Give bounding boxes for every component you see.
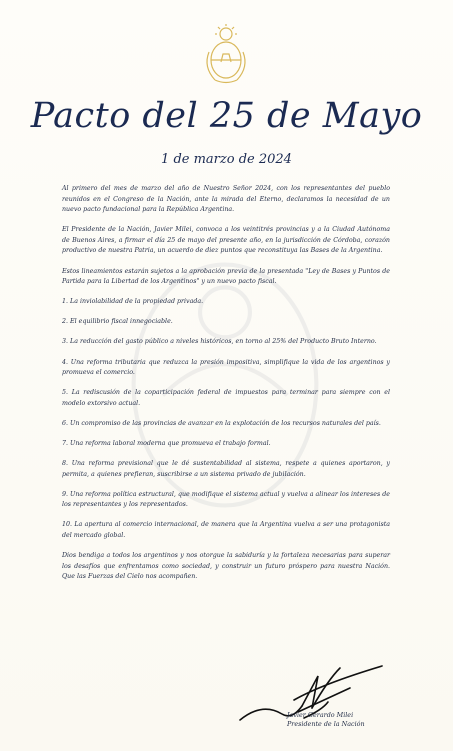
paragraph-closing: Dios bendiga a todos los argentinos y nos otorgue la sabiduría y la fortaleza necesarias para superar los desafíos que enfrentamos como sociedad, y construir un futuro próspero para nuestra Nación. Que las Fuerzas del Cielo nos acompañen.	[62, 552, 390, 581]
point-10: 10. La apertura al comercio internacional, de manera que la Argentina vuelva a ser una protagonista del mercado global.	[62, 521, 390, 540]
point-1: 1. La inviolabilidad de la propiedad privada.	[62, 298, 204, 306]
signer-name: Javier Gerardo Milei	[287, 711, 354, 719]
point-4: 4. Una reforma tributaria que reduzca la presión impositiva, simplifique la vida de los argentinos y promueva el comercio.	[62, 358, 390, 377]
paragraph-intro: Al primero del mes de marzo del año de Nuestro Señor 2024, con los representantes del pueblo reunidos en el Congreso de la Nación, ante la mirada del Eterno, declaramos la necesidad de un nuevo pacto fundacional para la República Argentina.	[62, 185, 390, 214]
point-2: 2. El equilibrio fiscal innegociable.	[62, 318, 173, 326]
document-date: 1 de marzo de 2024	[161, 152, 292, 167]
point-8: 8. Una reforma previsional que le dé sustentabilidad al sistema, respete a quienes aportaron, y permita, a quienes prefieran, suscribirse a un sistema privado de jubilación.	[62, 460, 390, 478]
document-title: Pacto del 25 de Mayo	[30, 96, 423, 136]
paragraph-conditions: Estos lineamientos estarán sujetos a la aprobación previa de la presentada "Ley de Bases y Puntos de Partida para la Libertad de los Argentinos" y un nuevo pacto fiscal.	[62, 267, 390, 286]
point-7: 7. Una reforma laboral moderna que promueva el trabajo formal.	[62, 440, 271, 447]
point-9: 9. Una reforma política estructural, que modifique el sistema actual y vuelva a alinear los intereses de los representantes y los representados.	[62, 490, 390, 509]
signer-block	[287, 711, 417, 729]
point-6: 6. Un compromiso de las provincias de avanzar en la explotación de los recursos naturales del país.	[62, 419, 381, 427]
signer-role: Presidente de la Nación	[287, 720, 365, 728]
coat-of-arms-icon	[201, 22, 251, 86]
document-body	[62, 184, 390, 592]
point-3: 3. La reducción del gasto público a niveles históricos, en torno al 25% del Producto Bruto Interno.	[62, 338, 377, 346]
point-5: 5. La rediscusión de la coparticipación federal de impuestos para terminar para siempre con el modelo extorsivo actual.	[62, 389, 390, 407]
paragraph-convocation: El Presidente de la Nación, Javier Milei, convoca a los veintitrés provincias y a la Ciudad Autónoma de Buenos Aires, a firmar el día 25 de mayo del presente año, en la jurisdicción de Córdoba, corazón productivo de nuestra Patria, un acuerdo de diez puntos que reconstituya las Bases de la Argentina.	[62, 226, 390, 255]
